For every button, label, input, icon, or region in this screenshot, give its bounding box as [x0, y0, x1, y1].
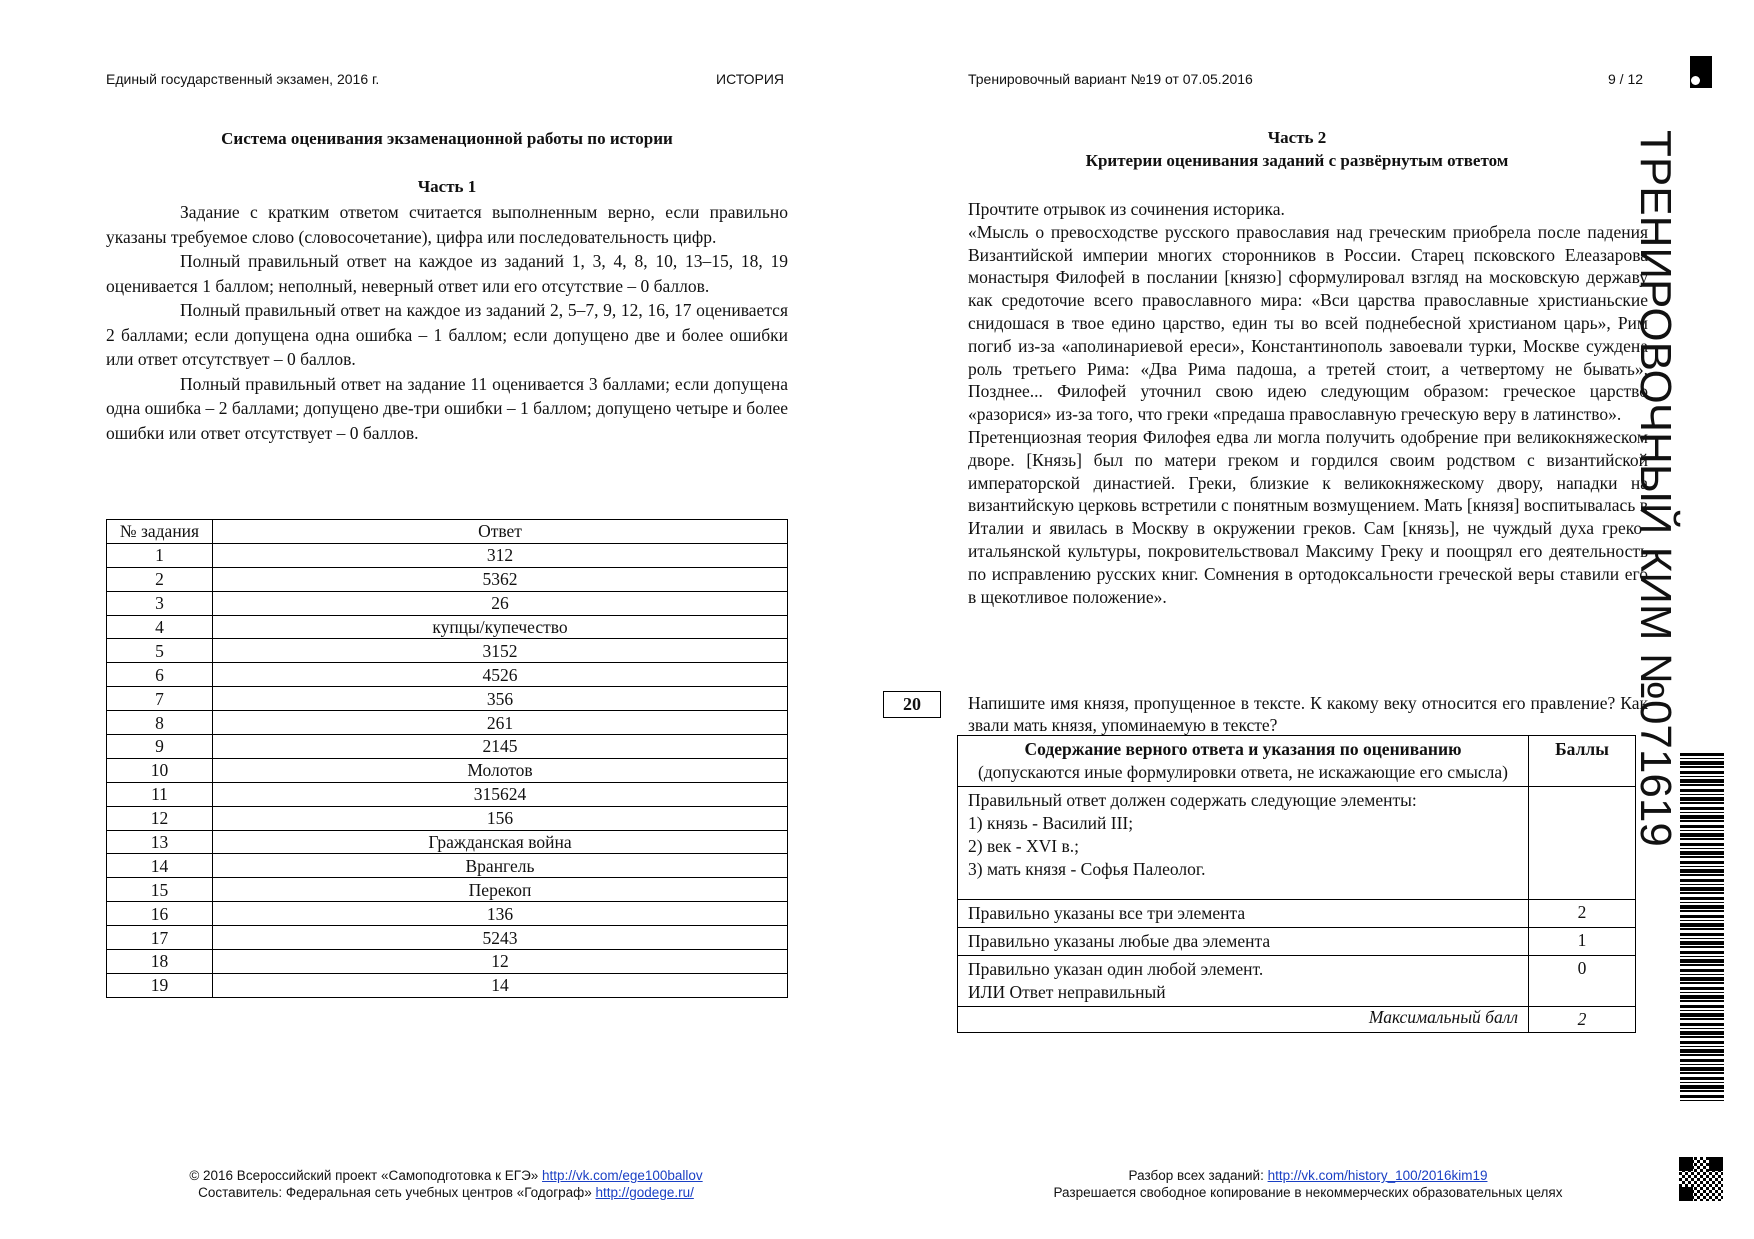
table-row — [107, 830, 788, 854]
column-header-answer: Ответ — [213, 520, 788, 544]
barcode — [1680, 753, 1724, 1101]
table-row — [107, 950, 788, 974]
task-number: 8 — [107, 711, 213, 735]
task-number: 6 — [107, 663, 213, 687]
task-number: 11 — [107, 782, 213, 806]
part-1-rules — [106, 200, 788, 445]
corner-marker-dot — [1691, 76, 1700, 85]
criteria-text-alt: ИЛИ Ответ неправильный — [968, 982, 1166, 1002]
page-title: Система оценивания экзаменационной работы по истории — [221, 129, 673, 148]
rules-paragraph: Полный правильный ответ на задание 11 оценивается 3 баллами; если допущена одна ошибка – 2 баллами; допущено две-три ошибки – 1 баллом; допущено четыре и более ошибки или ответ отсутствует – 0 баллов. — [106, 373, 788, 443]
criteria-header-row — [958, 736, 1636, 787]
answer-value: 315624 — [213, 782, 788, 806]
footer-left-line-2 — [106, 1184, 786, 1201]
table-row — [107, 663, 788, 687]
table-row — [107, 973, 788, 997]
answer-value: 12 — [213, 950, 788, 974]
source-quote-paragraph: Претенциозная теория Филофея едва ли могла получить одобрение при великокняжеском дворе. [Князь] был по матери греком и гордился своим родством с византийской императорской династией. Греки, близкие к великокняжескому двору, нападки на византийскую церковь встретили с понятным возмущением. Мать [князя] воспитывалась в Италии и явилась в Москву в окружении греков. Сам [князь], не чуждый духа греко- итальянской культуры, покровительствовал Максиму Греку и поощрял его деятельность по исправлению русских книг. Сомнения в ортодоксальности греческой веры ставили его в щекотливое положение». — [968, 426, 1648, 607]
footer-copy-notice: Разрешается свободное копирование в некоммерческих образовательных целях — [1053, 1185, 1563, 1200]
answer-element: 2) век - XVI в.; — [968, 836, 1079, 856]
criteria-score: 0 — [1529, 956, 1636, 1007]
task-number: 14 — [107, 854, 213, 878]
answer-value: 14 — [213, 973, 788, 997]
criteria-header-title: Содержание верного ответа и указания по оцениванию — [1024, 739, 1462, 759]
criteria-score: 1 — [1529, 928, 1636, 956]
criteria-text: Правильно указаны все три элемента — [958, 900, 1529, 928]
task-question: Напишите имя князя, пропущенное в тексте. К какому веку относится его правление? Как звали мать князя, упоминаемую в тексте? — [968, 693, 1648, 735]
task-number: 9 — [107, 735, 213, 759]
answer-value: 5362 — [213, 567, 788, 591]
answer-value: купцы/купечество — [213, 615, 788, 639]
table-row — [107, 543, 788, 567]
footer-link-godege[interactable]: http://godege.ru/ — [595, 1185, 694, 1200]
criteria-row — [958, 900, 1636, 928]
header-page-number: 9 / 12 — [1608, 71, 1644, 87]
task-number: 1 — [107, 543, 213, 567]
source-intro: Прочтите отрывок из сочинения историка. — [968, 199, 1285, 219]
answer-element: 3) мать князя - Софья Палеолог. — [968, 859, 1206, 879]
answer-value: Врангель — [213, 854, 788, 878]
part-2-subtitle: Критерии оценивания заданий с развёрнутым ответом — [1085, 151, 1509, 170]
task-number: 5 — [107, 639, 213, 663]
criteria-table — [957, 735, 1636, 1033]
max-score-value: 2 — [1529, 1007, 1636, 1033]
task-number: 2 — [107, 567, 213, 591]
table-row — [107, 735, 788, 759]
answer-value: 2145 — [213, 735, 788, 759]
part-2-title: Часть 2 — [1267, 128, 1327, 147]
table-row — [107, 591, 788, 615]
part-1-title: Часть 1 — [417, 177, 477, 196]
criteria-text-multiline — [958, 956, 1529, 1007]
answer-element: 1) князь - Василий III; — [968, 813, 1134, 833]
answer-value: 4526 — [213, 663, 788, 687]
answer-value: 5243 — [213, 926, 788, 950]
task-number: 16 — [107, 902, 213, 926]
rules-paragraph: Полный правильный ответ на каждое из заданий 2, 5–7, 9, 12, 16, 17 оценивается 2 баллами; если допущена одна ошибка – 1 баллом; если допущено две и более ошибки или ответ отсутствует – 0 баллов. — [106, 300, 788, 369]
answer-value: 26 — [213, 591, 788, 615]
table-row — [107, 687, 788, 711]
footer-review-text: Разбор всех заданий: — [1128, 1168, 1268, 1183]
task-number-box: 20 — [883, 691, 941, 718]
table-row — [107, 567, 788, 591]
task-number: 12 — [107, 806, 213, 830]
answer-value: 136 — [213, 902, 788, 926]
footer-link-vk[interactable]: http://vk.com/ege100ballov — [542, 1168, 703, 1183]
criteria-text: Правильно указаны любые два элемента — [958, 928, 1529, 956]
footer-project-text: © 2016 Всероссийский проект «Самоподготовка к ЕГЭ» — [189, 1168, 543, 1183]
answers-table — [106, 519, 788, 998]
criteria-answer-row — [958, 787, 1636, 900]
source-text — [968, 198, 1648, 608]
table-row — [107, 639, 788, 663]
answer-intro: Правильный ответ должен содержать следующие элементы: — [968, 790, 1417, 810]
footer-right-line-1 — [968, 1167, 1648, 1184]
answer-value: 156 — [213, 806, 788, 830]
answer-value: Перекоп — [213, 878, 788, 902]
empty-score-cell — [1529, 787, 1636, 900]
column-header-task-number: № задания — [107, 520, 213, 544]
rules-paragraph: Задание с кратким ответом считается выполненным верно, если правильно указаны требуемое слово (словосочетание), цифра или последовательность цифр. — [106, 202, 788, 247]
task-number: 19 — [107, 973, 213, 997]
criteria-header — [958, 736, 1529, 787]
table-row — [107, 854, 788, 878]
table-row — [107, 806, 788, 830]
answer-value: Молотов — [213, 758, 788, 782]
footer-right — [968, 1167, 1648, 1201]
max-score-label: Максимальный балл — [958, 1007, 1529, 1033]
task-number: 4 — [107, 615, 213, 639]
footer-left — [106, 1167, 786, 1201]
criteria-row — [958, 928, 1636, 956]
criteria-text: Правильно указан один любой элемент. — [968, 959, 1264, 979]
task-number: 7 — [107, 687, 213, 711]
answers-table-header — [107, 520, 788, 544]
qr-code — [1679, 1157, 1723, 1201]
table-row — [107, 711, 788, 735]
source-quote-paragraph: «Мысль о превосходстве русского православия над греческим приобрела после падения Византийской империи многих сторонников в России. Старец псковского Елеазарова монастыря Филофей в послании [князю] сформулировал взгляд на московскую державу как средоточие всего православного мира: «Вси царства православные христианьские снидошася в твое едино царство, един ты во всей поднебесной христианом царь», Рим погиб из-за «аполинариевой ереси», Константинополь завоевали турки, Москве суждена роль третьего Рима: «Два Рима падоша, а третей стоит, а четвертому не бывать». Позднее... Филофей уточнил свою идею следующим образом: греческое царство «разорися» из-за того, что греки «предаша православную греческую веру в латинство». — [968, 221, 1648, 425]
correct-answer-cell — [958, 787, 1529, 900]
answer-value: 261 — [213, 711, 788, 735]
table-row — [107, 926, 788, 950]
task-number: 15 — [107, 878, 213, 902]
table-row — [107, 758, 788, 782]
footer-left-line-1 — [106, 1167, 786, 1184]
criteria-score: 2 — [1529, 900, 1636, 928]
table-row — [107, 902, 788, 926]
table-row — [107, 782, 788, 806]
task-number: 13 — [107, 830, 213, 854]
table-row — [107, 878, 788, 902]
criteria-header-note: (допускаются иные формулировки ответа, не искажающие его смысла) — [978, 762, 1508, 782]
answer-value: 356 — [213, 687, 788, 711]
score-header: Баллы — [1529, 736, 1636, 787]
task-number: 17 — [107, 926, 213, 950]
footer-author-text: Составитель: Федеральная сеть учебных центров «Годограф» — [198, 1185, 596, 1200]
task-number: 3 — [107, 591, 213, 615]
answer-value: 312 — [213, 543, 788, 567]
table-row — [107, 615, 788, 639]
header-exam: Единый государственный экзамен, 2016 г. — [106, 71, 380, 87]
criteria-row — [958, 956, 1636, 1007]
rules-paragraph: Полный правильный ответ на каждое из заданий 1, 3, 4, 8, 10, 13–15, 18, 19 оценивается 1 баллом; неполный, неверный ответ или его отсутствие – 0 баллов. — [106, 251, 788, 296]
header-subject: ИСТОРИЯ — [716, 71, 785, 87]
side-variant-title: ТРЕНИРОВОЧНЫЙ КИМ №071619 — [1631, 130, 1680, 847]
answer-value: 3152 — [213, 639, 788, 663]
task-number: 18 — [107, 950, 213, 974]
answer-value: Гражданская война — [213, 830, 788, 854]
max-score-row — [958, 1007, 1636, 1033]
footer-link-history[interactable]: http://vk.com/history_100/2016kim19 — [1267, 1168, 1488, 1183]
header-variant: Тренировочный вариант №19 от 07.05.2016 — [968, 71, 1253, 87]
task-number: 10 — [107, 758, 213, 782]
